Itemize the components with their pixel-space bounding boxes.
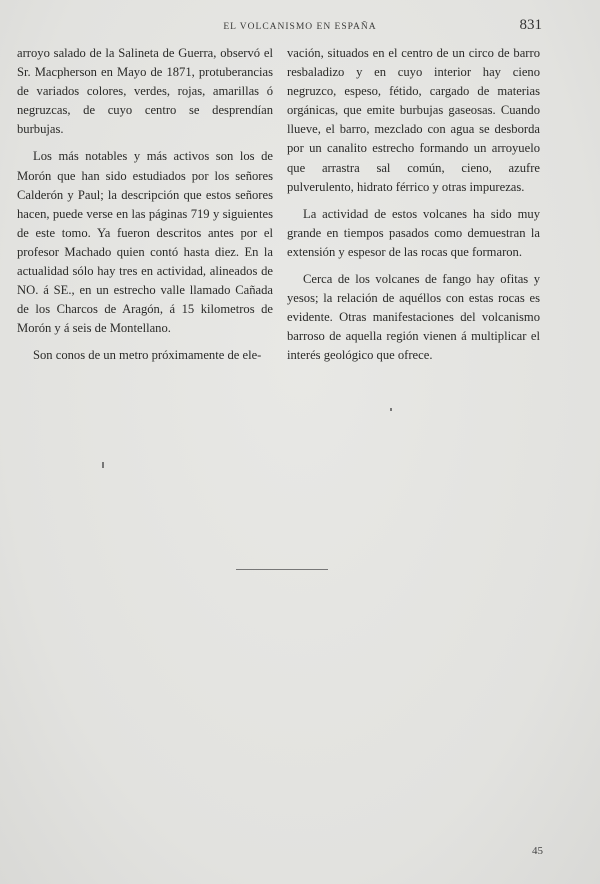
signature-mark: 45	[532, 845, 543, 857]
paragraph: La actividad de estos volcanes ha sido muy grande en tiempos pasados como demuestran la extensión y espesor de las rocas que formaron.	[287, 206, 540, 259]
page-number: 831	[519, 17, 542, 33]
paragraph: Son conos de un metro próximamente de ele-	[33, 348, 262, 363]
paragraph: arroyo salado de la Salineta de Guerra, observó el Sr. Macpherson en Mayo de 1871, protuberancias de variados colores, verdes, rojas, amarillas ó negruzcas, de cuyo centro se desprendían burbujas.	[17, 46, 273, 137]
left-column	[17, 44, 273, 374]
paragraph: vación, situados en el centro de un circo de barro resbaladizo y en cuyo interior hay cieno negruzco, espeso, fétido, cargado de materias orgánicas, que emite burbujas gaseosas. Cuando llueve, el barro, mezclado con agua se desborda por un canalito estrecho formando un arroyuelo que arrastra sal común, cieno, azufre pulverulento, hidrato férrico y otras impurezas.	[287, 46, 540, 194]
paragraph: Cerca de los volcanes de fango hay ofitas y yesos; la relación de aquéllos con estas rocas es evidente. Otras manifestaciones del volcanismo barroso de aquella región vienen á multiplicar el interés geológico que ofrece.	[287, 272, 540, 363]
paper-speck	[390, 408, 392, 411]
right-column	[287, 44, 540, 374]
section-end-rule	[236, 569, 328, 570]
paper-speck	[102, 462, 104, 468]
paragraph: Los más notables y más activos son los de Morón que han sido estudiados por los señores Calderón y Paul; la descripción que estos señores hacen, puede verse en las páginas 719 y siguientes de este tomo. Ya fueron descritos antes por el profesor Machado quien contó hasta diez. En la actualidad sólo hay tres en actividad, alineados de NO. á SE., en un estrecho valle llamado Cañada de los Charcos de Aragón, á 15 kilometros de Morón y á seis de Montellano.	[17, 149, 273, 336]
running-head: EL VOLCANISMO EN ESPAÑA	[223, 22, 377, 32]
